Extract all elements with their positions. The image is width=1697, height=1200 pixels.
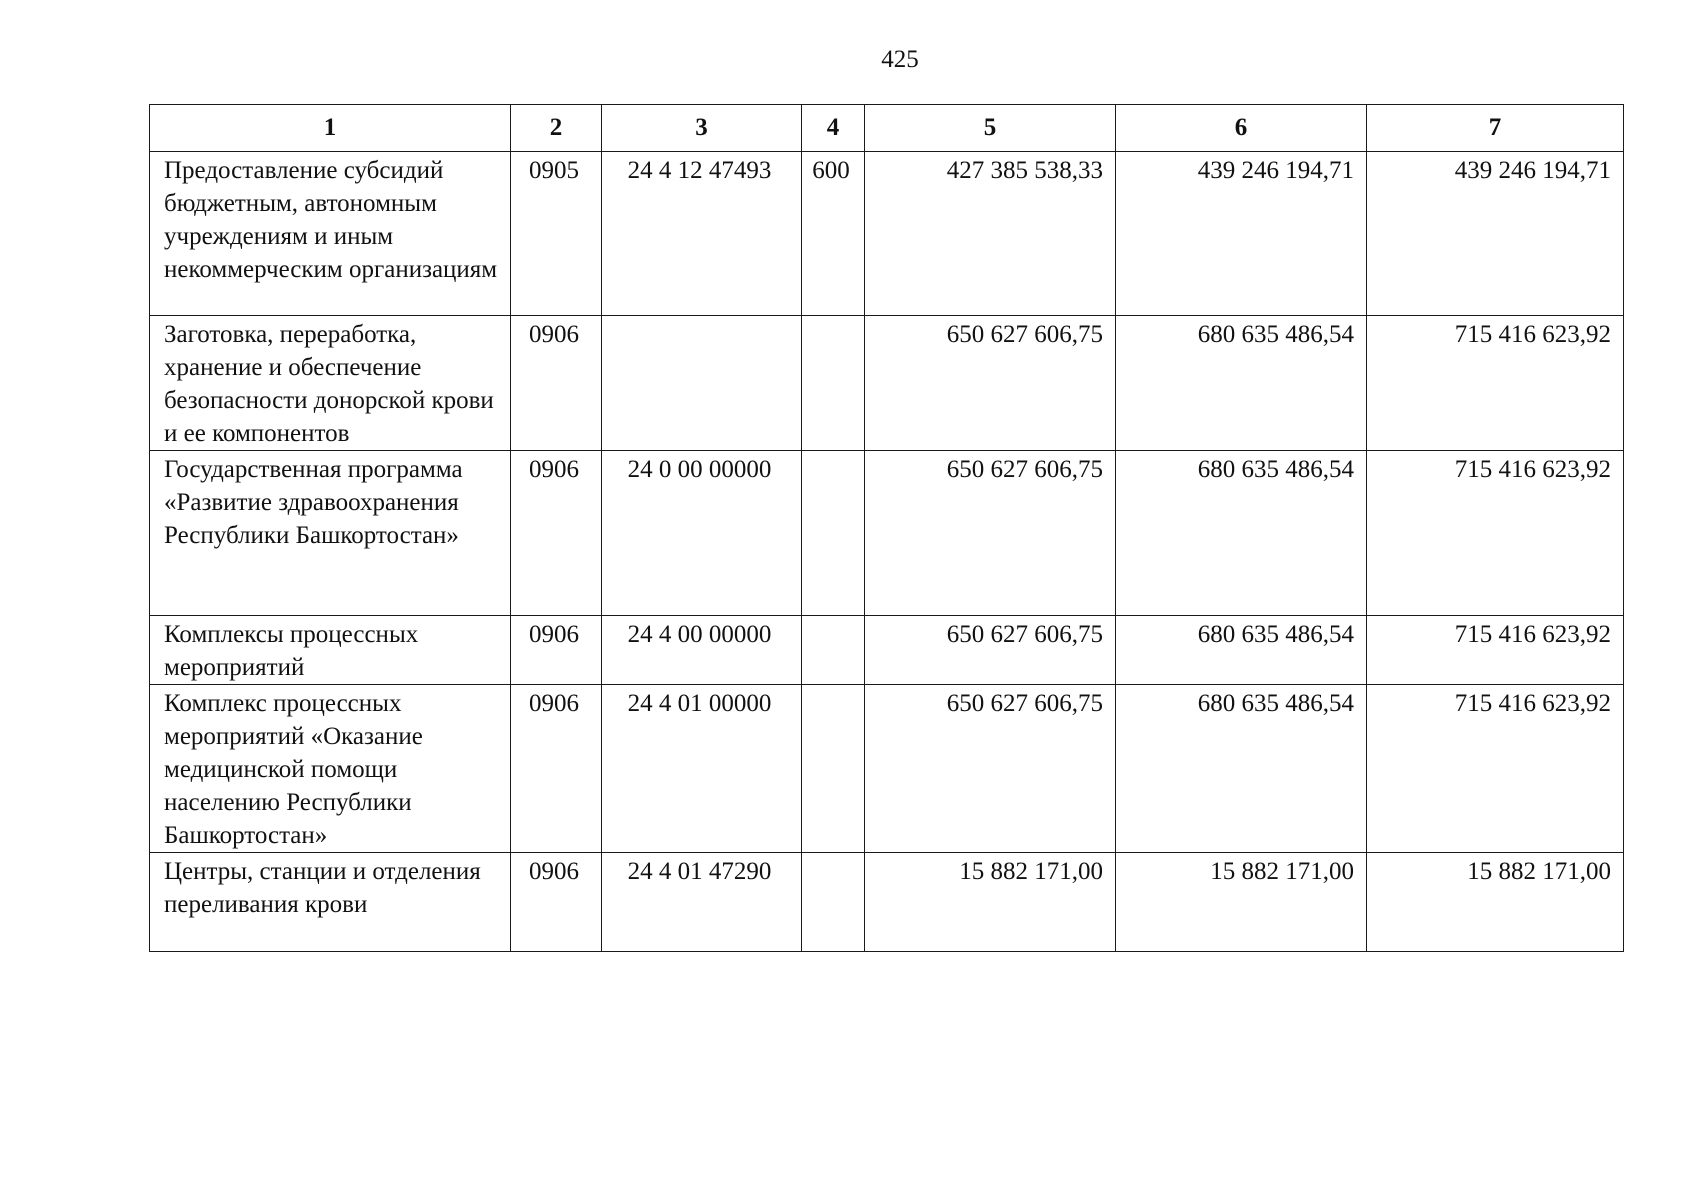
amount-year-2: 680 635 486,54: [1116, 316, 1367, 451]
amount-year-2: 680 635 486,54: [1116, 616, 1367, 685]
amount-year-1: 650 627 606,75: [865, 451, 1116, 616]
type-code: [802, 616, 865, 685]
amount-year-2: 680 635 486,54: [1116, 685, 1367, 853]
section-code: 0905: [511, 152, 602, 316]
row-name: Комплексы процессных мероприятий: [150, 616, 511, 685]
type-code: [802, 451, 865, 616]
amount-year-3: 715 416 623,92: [1367, 616, 1624, 685]
amount-year-1: 15 882 171,00: [865, 853, 1116, 952]
amount-year-1: 650 627 606,75: [865, 685, 1116, 853]
section-code: 0906: [511, 685, 602, 853]
amount-year-3: 439 246 194,71: [1367, 152, 1624, 316]
section-code: 0906: [511, 316, 602, 451]
table-row: [150, 316, 1624, 451]
column-header: 4: [802, 105, 865, 152]
amount-year-1: 650 627 606,75: [865, 316, 1116, 451]
column-header: 2: [511, 105, 602, 152]
section-code: 0906: [511, 451, 602, 616]
table-row: [150, 152, 1624, 316]
column-header: 5: [865, 105, 1116, 152]
amount-year-2: 439 246 194,71: [1116, 152, 1367, 316]
target-code: 24 4 00 00000: [602, 616, 802, 685]
amount-year-3: 715 416 623,92: [1367, 316, 1624, 451]
column-header: 3: [602, 105, 802, 152]
type-code: [802, 853, 865, 952]
header-row: [150, 105, 1624, 152]
amount-year-3: 715 416 623,92: [1367, 685, 1624, 853]
table-row: [150, 616, 1624, 685]
row-name: Предоставление субсидий бюджетным, автономным учреждениям и иным некоммерческим организациям: [150, 152, 511, 316]
table-row: [150, 853, 1624, 952]
amount-year-1: 650 627 606,75: [865, 616, 1116, 685]
section-code: 0906: [511, 616, 602, 685]
target-code: 24 4 01 00000: [602, 685, 802, 853]
column-header: 7: [1367, 105, 1624, 152]
section-code: 0906: [511, 853, 602, 952]
column-header: 1: [150, 105, 511, 152]
amount-year-1: 427 385 538,33: [865, 152, 1116, 316]
budget-table: [149, 104, 1624, 952]
target-code: 24 4 12 47493: [602, 152, 802, 316]
type-code: 600: [802, 152, 865, 316]
amount-year-3: 715 416 623,92: [1367, 451, 1624, 616]
column-header: 6: [1116, 105, 1367, 152]
row-name: Государственная программа «Развитие здравоохранения Республики Башкортостан»: [150, 451, 511, 616]
row-name: Комплекс процессных мероприятий «Оказание медицинской помощи населению Республики Башкортостан»: [150, 685, 511, 853]
target-code: [602, 316, 802, 451]
amount-year-2: 680 635 486,54: [1116, 451, 1367, 616]
row-name: Центры, станции и отделения переливания крови: [150, 853, 511, 952]
table-row: [150, 451, 1624, 616]
type-code: [802, 316, 865, 451]
table-row: [150, 685, 1624, 853]
page-number: 425: [881, 46, 919, 73]
row-name: Заготовка, переработка, хранение и обеспечение безопасности донорской крови и ее компонентов: [150, 316, 511, 451]
target-code: 24 0 00 00000: [602, 451, 802, 616]
target-code: 24 4 01 47290: [602, 853, 802, 952]
amount-year-3: 15 882 171,00: [1367, 853, 1624, 952]
type-code: [802, 685, 865, 853]
amount-year-2: 15 882 171,00: [1116, 853, 1367, 952]
